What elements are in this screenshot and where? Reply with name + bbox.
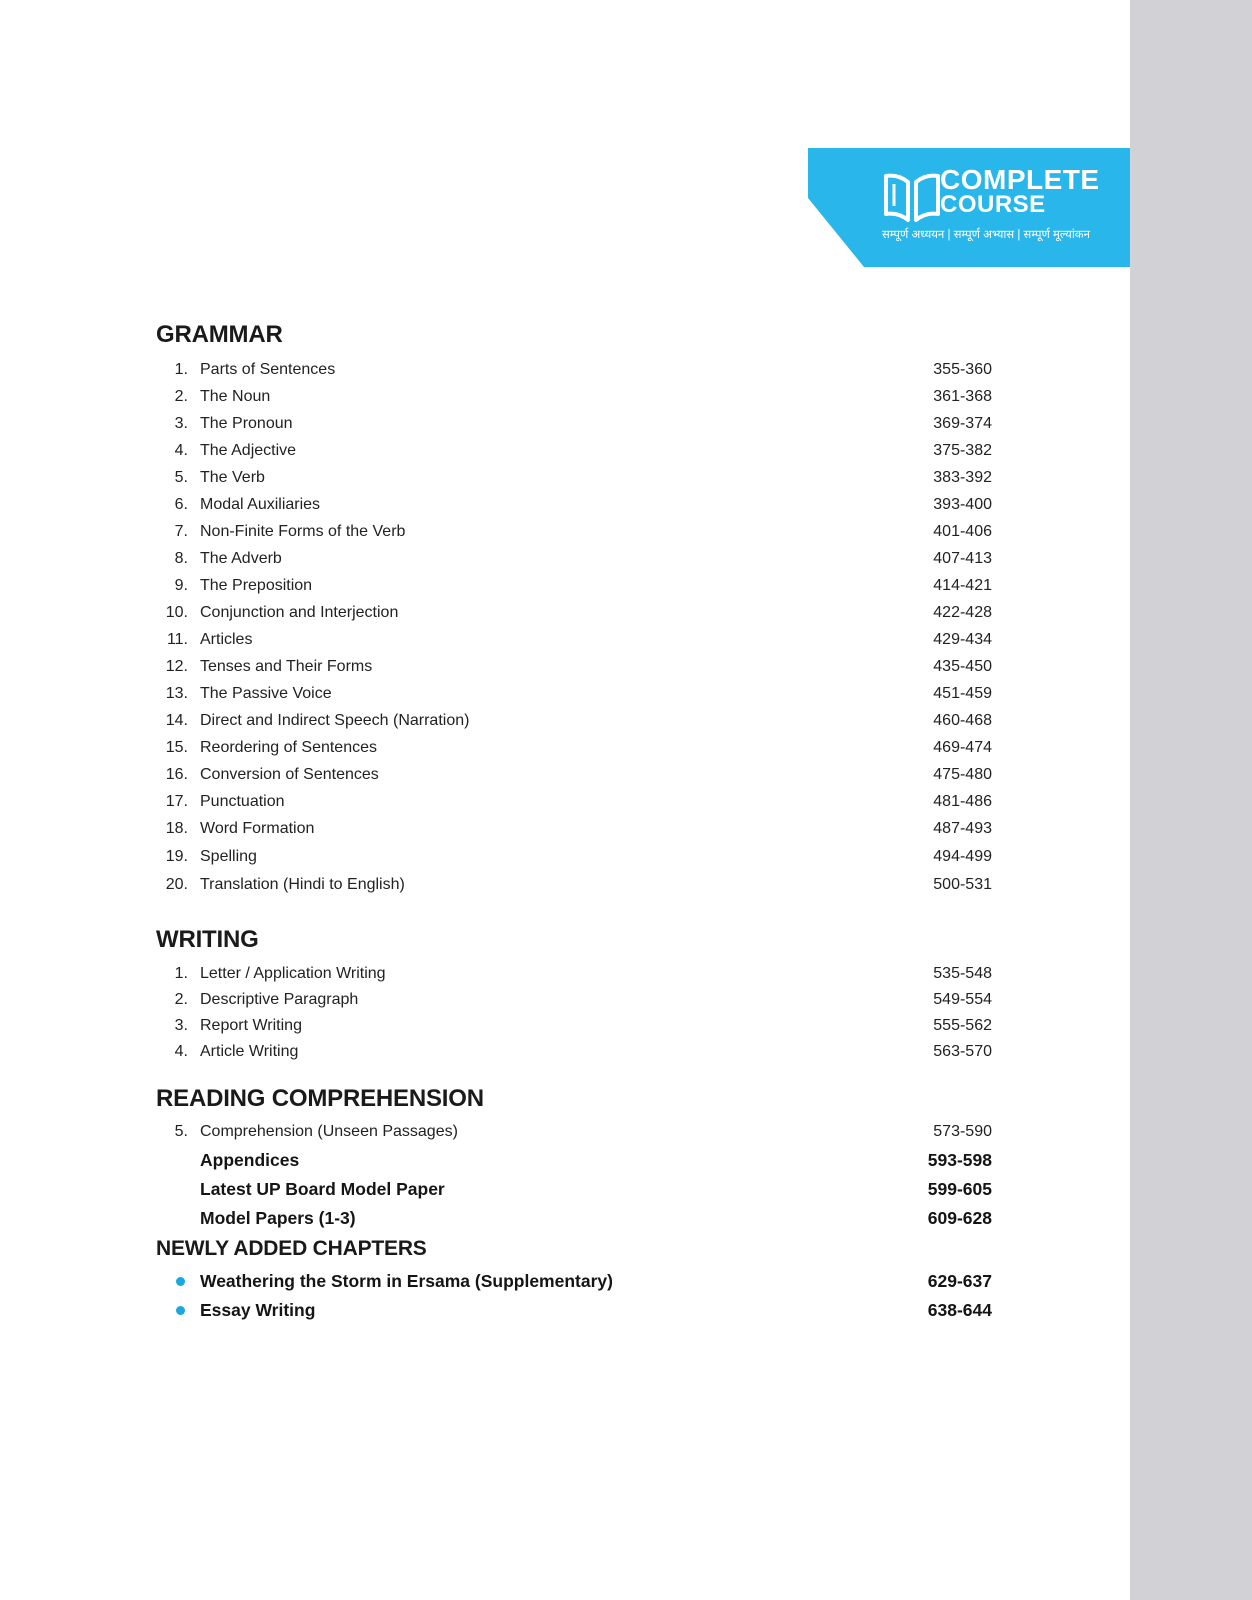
- toc-title: Latest UP Board Model Paper: [200, 1179, 445, 1199]
- toc-number: 2.: [174, 388, 188, 405]
- toc-number: 12.: [165, 658, 188, 675]
- toc-pages: 563-570: [933, 1043, 992, 1060]
- toc-pages: 361-368: [933, 388, 992, 405]
- toc-pages: 369-374: [933, 415, 992, 432]
- toc-pages: 429-434: [933, 631, 992, 648]
- toc-title: The Pronoun: [200, 415, 293, 432]
- toc-title: Punctuation: [200, 793, 285, 810]
- toc-title: Appendices: [200, 1150, 300, 1170]
- toc-pages: 481-486: [933, 793, 992, 810]
- toc-pages: 393-400: [933, 496, 992, 513]
- toc-number: 15.: [165, 739, 188, 756]
- toc-pages: 549-554: [933, 991, 992, 1008]
- open-book-icon: [882, 168, 942, 224]
- toc-number: 8.: [174, 550, 188, 567]
- toc-row-appendices[interactable]: [156, 1147, 992, 1173]
- toc-row[interactable]: [156, 519, 992, 545]
- toc-row-model-papers[interactable]: [156, 1205, 992, 1231]
- toc-number: 19.: [165, 848, 188, 865]
- toc-number: 5.: [174, 1123, 188, 1140]
- toc-pages: 609-628: [927, 1208, 992, 1228]
- toc-number: 1.: [174, 361, 188, 378]
- toc-title: Modal Auxiliaries: [200, 496, 321, 513]
- toc-pages: 593-598: [927, 1150, 992, 1170]
- toc-pages: 500-531: [933, 876, 992, 893]
- toc-number: 4.: [174, 442, 188, 459]
- toc-title: The Adverb: [200, 550, 282, 567]
- section-heading-newly-added: NEWLY ADDED CHAPTERS: [156, 1237, 427, 1260]
- toc-title: Word Formation: [200, 820, 315, 837]
- toc-pages: 638-644: [927, 1300, 992, 1320]
- toc-title: Weathering the Storm in Ersama (Supplementary): [200, 1271, 613, 1291]
- toc-row[interactable]: [156, 600, 992, 626]
- toc-row[interactable]: [156, 1013, 992, 1039]
- toc-pages: 375-382: [933, 442, 992, 459]
- toc-pages: 599-605: [927, 1179, 992, 1199]
- toc-number: 6.: [174, 496, 188, 513]
- toc-title: Parts of Sentences: [200, 361, 336, 378]
- toc-title: Article Writing: [200, 1043, 299, 1060]
- toc-number: 16.: [165, 766, 188, 783]
- toc-row[interactable]: [156, 762, 992, 788]
- toc-number: 13.: [165, 685, 188, 702]
- toc-row[interactable]: [156, 492, 992, 518]
- toc-row[interactable]: [156, 654, 992, 680]
- toc-row[interactable]: [156, 384, 992, 410]
- bullet-icon: [176, 1277, 185, 1286]
- toc-row[interactable]: [156, 438, 992, 464]
- toc-row-new-chapter[interactable]: [156, 1268, 992, 1294]
- toc-pages: 451-459: [933, 685, 992, 702]
- toc-number: 11.: [166, 631, 188, 648]
- toc-number: 3.: [174, 415, 188, 432]
- section-heading-grammar: GRAMMAR: [156, 321, 283, 348]
- toc-row[interactable]: [156, 573, 992, 599]
- toc-title: Comprehension (Unseen Passages): [200, 1123, 458, 1140]
- toc-title: The Adjective: [200, 442, 297, 459]
- toc-row[interactable]: [156, 681, 992, 707]
- toc-number: 17.: [165, 793, 188, 810]
- toc-number: 3.: [174, 1017, 188, 1034]
- toc-row[interactable]: [156, 1039, 992, 1065]
- toc-row[interactable]: [156, 789, 992, 815]
- toc-title: Direct and Indirect Speech (Narration): [200, 712, 470, 729]
- toc-pages: 573-590: [933, 1123, 992, 1140]
- toc-title: The Verb: [200, 469, 265, 486]
- complete-course-logo: [808, 148, 1130, 267]
- toc-pages: 487-493: [933, 820, 992, 837]
- brand-tagline: सम्पूर्ण अध्ययन | सम्पूर्ण अभ्यास | सम्पूर्ण मूल्यांकन: [882, 229, 1091, 241]
- toc-row[interactable]: [156, 872, 992, 898]
- toc-number: 14.: [165, 712, 188, 729]
- toc-pages: 475-480: [933, 766, 992, 783]
- toc-title: Descriptive Paragraph: [200, 991, 359, 1008]
- toc-pages: 422-428: [933, 604, 992, 621]
- toc-pages: 414-421: [933, 577, 992, 594]
- toc-title: Tenses and Their Forms: [200, 658, 373, 675]
- toc-number: 5.: [174, 469, 188, 486]
- toc-pages: 535-548: [933, 965, 992, 982]
- toc-number: 7.: [174, 523, 188, 540]
- toc-title: Letter / Application Writing: [200, 965, 386, 982]
- brand-line1: COMPLETE: [940, 164, 1100, 195]
- toc-row[interactable]: [156, 816, 992, 842]
- toc-title: Essay Writing: [200, 1300, 316, 1320]
- toc-row-latest-model-paper[interactable]: [156, 1176, 992, 1202]
- toc-title: The Passive Voice: [200, 685, 332, 702]
- toc-number: 18.: [165, 820, 188, 837]
- brand-line2: COURSE: [940, 191, 1046, 218]
- section-heading-writing: WRITING: [156, 926, 259, 953]
- toc-number: 4.: [174, 1043, 188, 1060]
- toc-number: 1.: [174, 965, 188, 982]
- toc-title: Model Papers (1-3): [200, 1208, 356, 1228]
- toc-pages: 355-360: [933, 361, 992, 378]
- toc-pages: 435-450: [933, 658, 992, 675]
- toc-pages: 407-413: [933, 550, 992, 567]
- toc-number: 20.: [165, 876, 188, 893]
- toc-row[interactable]: [156, 411, 992, 437]
- toc-row[interactable]: [156, 961, 992, 987]
- toc-pages: 401-406: [933, 523, 992, 540]
- toc-row[interactable]: [156, 987, 992, 1013]
- toc-row[interactable]: [156, 546, 992, 572]
- toc-row[interactable]: [156, 465, 992, 491]
- toc-pages: 460-468: [933, 712, 992, 729]
- toc-title: Non-Finite Forms of the Verb: [200, 523, 406, 540]
- toc-number: 9.: [174, 577, 188, 594]
- bullet-icon: [176, 1306, 185, 1315]
- toc-row[interactable]: [156, 357, 992, 383]
- section-heading-reading-comprehension: READING COMPREHENSION: [156, 1085, 484, 1112]
- toc-pages: 469-474: [933, 739, 992, 756]
- toc-title: Translation (Hindi to English): [200, 876, 405, 893]
- toc-number: 10.: [165, 604, 188, 621]
- toc-row-new-chapter[interactable]: [156, 1297, 992, 1323]
- toc-pages: 383-392: [933, 469, 992, 486]
- toc-title: Spelling: [200, 848, 257, 865]
- toc-row[interactable]: [156, 708, 992, 734]
- toc-number: 2.: [174, 991, 188, 1008]
- toc-pages: 494-499: [933, 848, 992, 865]
- toc-title: Articles: [200, 631, 253, 648]
- side-strip: [1130, 0, 1252, 1600]
- toc-title: The Noun: [200, 388, 271, 405]
- toc-title: Report Writing: [200, 1017, 302, 1034]
- toc-row[interactable]: [156, 735, 992, 761]
- toc-row[interactable]: [156, 627, 992, 653]
- toc-pages: 555-562: [933, 1017, 992, 1034]
- toc-title: Conversion of Sentences: [200, 766, 379, 783]
- toc-pages: 629-637: [927, 1271, 992, 1291]
- toc-row[interactable]: [156, 1119, 992, 1145]
- toc-title: Reordering of Sentences: [200, 739, 377, 756]
- toc-title: The Preposition: [200, 577, 313, 594]
- toc-title: Conjunction and Interjection: [200, 604, 399, 621]
- toc-row[interactable]: [156, 844, 992, 870]
